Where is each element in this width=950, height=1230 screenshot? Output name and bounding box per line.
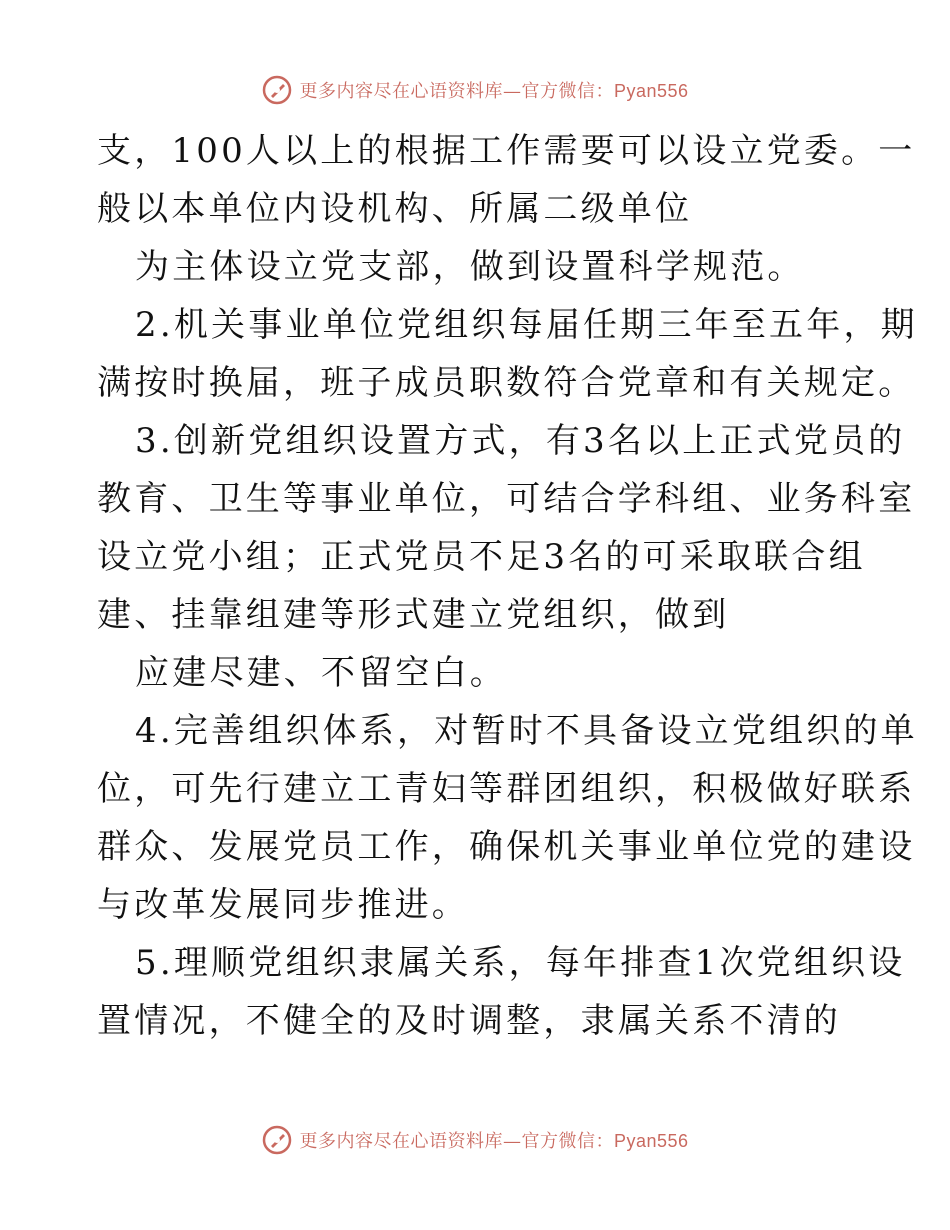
- text-line: 建、挂靠组建等形式建立党组织，做到: [97, 595, 730, 635]
- text-line: 支，100人以上的根据工作需要可以设立党委。一: [97, 131, 916, 171]
- text-line: 位，可先行建立工青妇等群团组织，积极做好联系: [97, 769, 916, 809]
- text-line: 群众、发展党员工作，确保机关事业单位党的建设: [97, 827, 916, 867]
- text-line: 4.完善组织体系，对暂时不具备设立党组织的单: [135, 711, 918, 751]
- text-line: 应建尽建、不留空白。: [135, 653, 507, 693]
- watermark-text: 更多内容尽在心语资料库—官方微信：Pyan556: [299, 1131, 689, 1152]
- text-line: 设立党小组；正式党员不足3名的可采取联合组: [97, 537, 866, 577]
- text-line: 满按时换届，班子成员职数符合党章和有关规定。: [97, 363, 916, 403]
- text-line: 5.理顺党组织隶属关系，每年排查1次党组织设: [135, 943, 906, 983]
- document-body: [97, 122, 918, 1050]
- text-line: 2.机关事业单位党组织每届任期三年至五年，期: [135, 305, 918, 345]
- text-line: 为主体设立党支部，做到设置科学规范。: [135, 247, 805, 287]
- watermark-text: 更多内容尽在心语资料库—官方微信：Pyan556: [299, 81, 689, 102]
- text-line: 3.创新党组织设置方式，有3名以上正式党员的: [135, 421, 906, 461]
- text-line: 与改革发展同步推进。: [97, 885, 469, 925]
- footer-watermark: [0, 1120, 950, 1160]
- pen-logo-icon: [261, 74, 293, 106]
- text-line: 置情况，不健全的及时调整，隶属关系不清的: [97, 1001, 841, 1041]
- text-line: 般以本单位内设机构、所属二级单位: [97, 189, 693, 229]
- pen-logo-icon: [261, 1124, 293, 1156]
- header-watermark: [0, 70, 950, 110]
- text-line: 教育、卫生等事业单位，可结合学科组、业务科室: [97, 479, 916, 519]
